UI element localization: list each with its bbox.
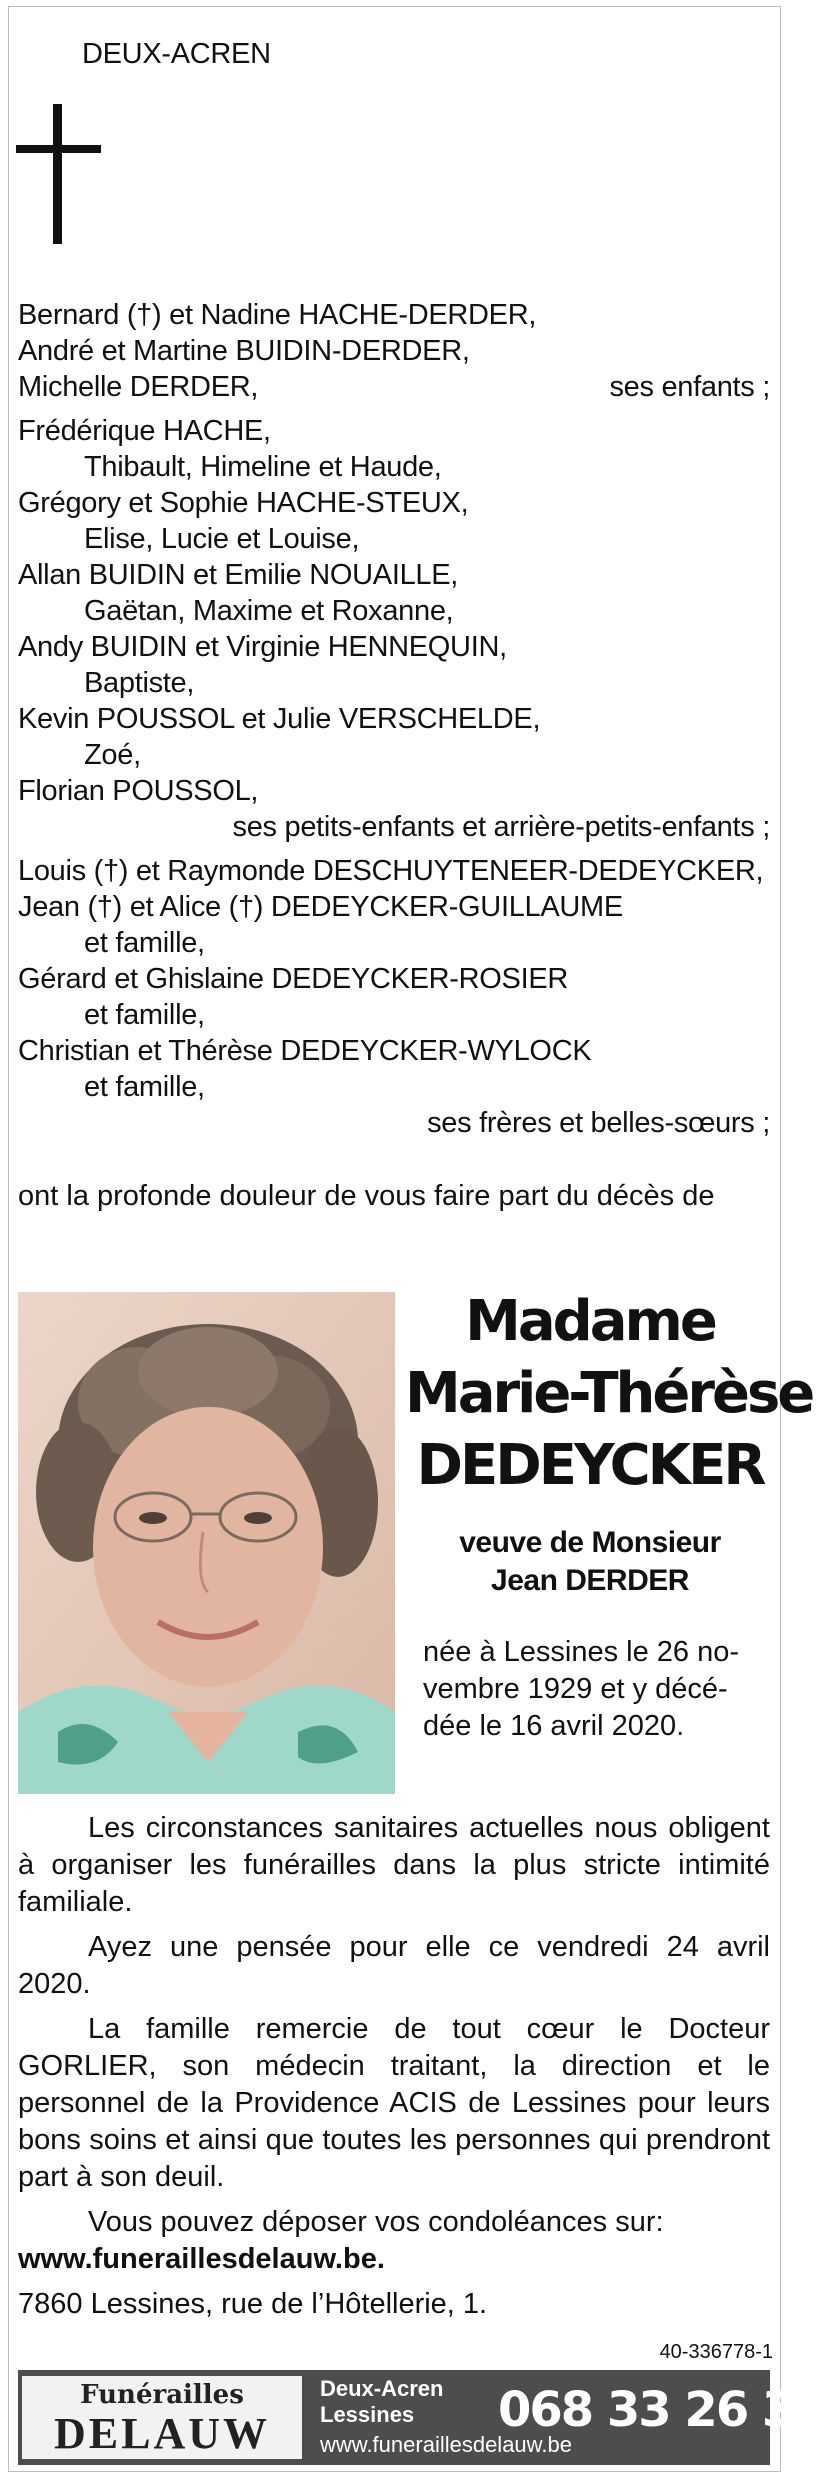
cross-icon-bar	[16, 145, 101, 153]
family-line	[18, 369, 770, 405]
deceased-title: Madame	[465, 1289, 715, 1354]
family-line: Frédérique HACHE,	[18, 415, 271, 447]
family-line: André et Martine BUIDIN-DERDER,	[18, 335, 470, 367]
grandchildren-list	[18, 413, 770, 809]
birth-line: née à Lessines le 26 no-	[423, 1636, 739, 1668]
siblings-list	[18, 853, 770, 1105]
family-line	[18, 1105, 770, 1141]
family-line: Christian et Thérèse DEDEYCKER-WYLOCK	[18, 1035, 592, 1067]
text-line: La famille remercie de tout cœur le Docteur	[88, 2013, 770, 2045]
text-line: stricte intimité familiale.	[18, 1849, 770, 1918]
deceased-first-name: Marie-Thérèse	[405, 1361, 813, 1426]
text-line: GORLIER, son médecin traitant, la direction et le	[18, 2050, 770, 2082]
address: 7860 Lessines, rue de l’Hôtellerie, 1.	[18, 2288, 488, 2320]
locations	[320, 2376, 443, 2428]
family-line: Gaëtan, Maxime et Roxanne,	[84, 595, 454, 627]
paragraph-condolences: Vous pouvez déposer vos condoléances sur:	[88, 2206, 664, 2238]
portrait-image	[18, 1292, 395, 1794]
children-label: ses enfants ;	[609, 371, 770, 403]
deceased-photo	[18, 1292, 395, 1794]
family-line-text: Michelle DERDER,	[18, 371, 259, 403]
funeral-home-banner	[18, 2370, 825, 2465]
widow-line: veuve de Monsieur	[459, 1526, 721, 1559]
family-line: Florian POUSSOL,	[18, 775, 259, 807]
paragraph-thought	[18, 1929, 770, 2003]
family-line: Kevin POUSSOL et Julie VERSCHELDE,	[18, 703, 541, 735]
family-line: et famille,	[84, 927, 205, 959]
paragraph-sanitary	[18, 1810, 770, 1921]
funeral-home-logo	[22, 2376, 302, 2459]
family-line: Baptiste,	[84, 667, 195, 699]
family-list	[18, 297, 770, 1141]
intro-text: ont la profonde douleur de vous faire part du décès de	[18, 1180, 715, 1212]
location-name: Deux-Acren	[320, 2376, 444, 2401]
village-name: DEUX-ACREN	[82, 38, 271, 70]
text-line: 24 avril 2020.	[18, 1931, 770, 2000]
family-line: Thibault, Himeline et Haude,	[84, 451, 442, 483]
text-line: Les circonstances sanitaires actuelles nous	[88, 1812, 658, 1844]
family-line: Zoé,	[84, 739, 141, 771]
text-line: leurs bons soins et ainsi que toutes les personnes	[18, 2087, 771, 2156]
birth-text	[423, 1634, 771, 1745]
siblings-label: ses frères et belles-sœurs ;	[427, 1107, 770, 1139]
reference-number: 40-336778-1	[659, 2341, 773, 2363]
text-line: obligent à organiser les funérailles dans la plus	[18, 1812, 770, 1881]
birth-line: vembre 1929 et y décé-	[423, 1673, 728, 1705]
phone-number[interactable]: 068 33 26 30	[498, 2382, 825, 2438]
logo-text-top: Funérailles	[80, 2380, 244, 2410]
family-line: Bernard (†) et Nadine HACHE-DERDER,	[18, 299, 537, 331]
condolences-link[interactable]: www.funeraillesdelauw.be.	[18, 2243, 385, 2275]
text-line: personnel de la Providence ACIS de Lessines pour	[18, 2087, 696, 2119]
text-line: qui prendront part à son deuil.	[18, 2124, 771, 2193]
family-line	[18, 809, 770, 845]
location-name: Lessines	[320, 2402, 415, 2427]
family-line: Gérard et Ghislaine DEDEYCKER-ROSIER	[18, 963, 569, 995]
family-line: Grégory et Sophie HACHE-STEUX,	[18, 487, 469, 519]
grandchildren-label: ses petits-enfants et arrière-petits-enfants ;	[232, 811, 770, 843]
family-line: Elise, Lucie et Louise,	[84, 523, 360, 555]
family-line: Allan BUIDIN et Emilie NOUAILLE,	[18, 559, 459, 591]
deceased-last-name: DEDEYCKER	[416, 1433, 764, 1498]
family-line: et famille,	[84, 999, 205, 1031]
notice-body	[18, 1810, 770, 2323]
text-line: Ayez une pensée pour elle ce vendredi	[88, 1931, 649, 1963]
birth-line: dée le 16 avril 2020.	[423, 1710, 685, 1742]
paragraph-thanks	[18, 2011, 770, 2196]
footer-website[interactable]: www.funeraillesdelauw.be	[320, 2432, 572, 2457]
family-line: et famille,	[84, 1071, 205, 1103]
family-line: Andy BUIDIN et Virginie HENNEQUIN,	[18, 631, 507, 663]
family-line: Louis (†) et Raymonde DESCHUYTENEER-DEDEYCKER,	[18, 855, 764, 887]
cross-icon	[53, 104, 62, 244]
widow-line: Jean DERDER	[491, 1564, 689, 1597]
family-line: Jean (†) et Alice (†) DEDEYCKER-GUILLAUME	[18, 891, 623, 923]
logo-text-bottom: DELAUW	[53, 2409, 271, 2458]
